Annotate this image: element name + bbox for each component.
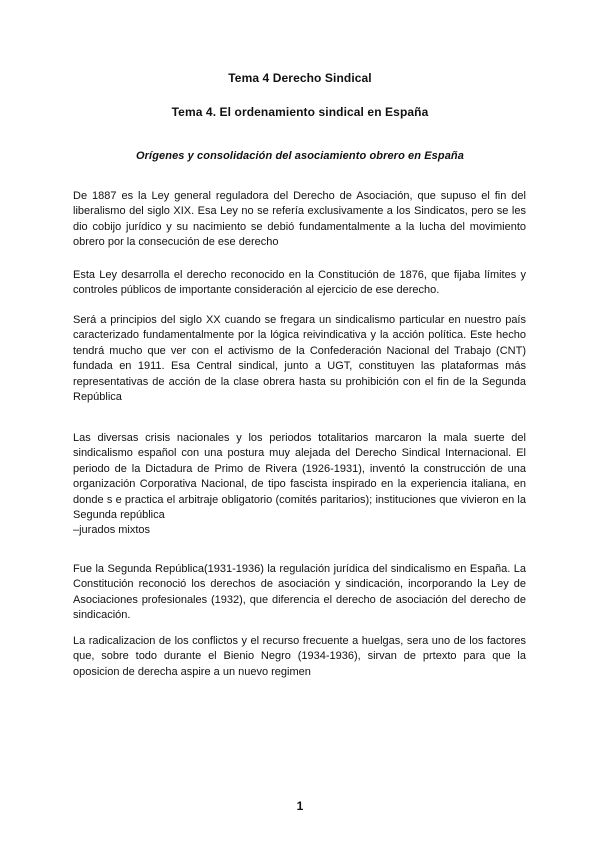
paragraph-ley-1887: De 1887 es la Ley general reguladora del Derecho de Asociación, que supuso el fin del liberalismo del siglo XIX. Esa Ley no se refería exclusivamente a los Sindicatos, pero se les dio cobijo jurídico y su nacimiento se debió fundamentalmente a la lucha del movimiento obrero por la consecución de ese derecho bbox=[73, 190, 526, 249]
section-title: Orígenes y consolidación del asociamiento obrero en España bbox=[136, 150, 464, 162]
paragraph-radicalizacion: La radicalizacion de los conflictos y el recurso frecuente a huelgas, sera uno de los factores que, sobre todo durante el Bienio Negro (1934-1936), sirvan de prtexto para que la oposicion de derecha aspire a un nuevo regimen bbox=[73, 635, 526, 678]
paragraph-jurados-mixtos: –jurados mixtos bbox=[73, 524, 151, 537]
paragraph-crisis-nacionales bbox=[73, 431, 526, 539]
page-number: 1 bbox=[296, 799, 304, 813]
document-subtitle: Tema 4. El ordenamiento sindical en España bbox=[171, 105, 429, 119]
paragraph-constitucion-1876: Esta Ley desarrolla el derecho reconocido en la Constitución de 1876, que fijaba límites y controles públicos de importante consideración al ejercicio de ese derecho. bbox=[73, 269, 526, 297]
paragraph-crisis-text: Las diversas crisis nacionales y los periodos totalitarios marcaron la mala suerte del sindicalismo español con una postura muy alejada del Derecho Sindical Internacional. El periodo de la Dictadura de Primo de Rivera (1926-1931), inventó la construcción de una organización Corporativa Nacional, de tipo fascista inspirado en la experiencia italiana, en donde s e practica el arbitraje obligatorio (comités paritarios); instituciones que vivieron en la Segunda república bbox=[73, 432, 526, 522]
paragraph-siglo-xx: Será a principios del siglo XX cuando se fregara un sindicalismo particular en nuestro país caracterizado fundamentalmente por la lógica reivindicativa y la acción política. Este hecho tendrá mucho que ver con el activismo de la Confederación Nacional del Trabajo (CNT) fundada en 1911. Esa Central sindical, junto a UGT, constituyen las plataformas más representativas de acción de la clase obrera hasta su prohibición con el fin de la Segunda República bbox=[73, 314, 526, 404]
document-title: Tema 4 Derecho Sindical bbox=[228, 71, 372, 85]
paragraph-segunda-republica: Fue la Segunda República(1931-1936) la regulación jurídica del sindicalismo en España. La Constitución reconoció los derechos de asociación y sindicación, incorporando la Ley de Asociaciones profesionales (1932), que diferencia el derecho de asociación del derecho de sindicación. bbox=[73, 563, 526, 622]
